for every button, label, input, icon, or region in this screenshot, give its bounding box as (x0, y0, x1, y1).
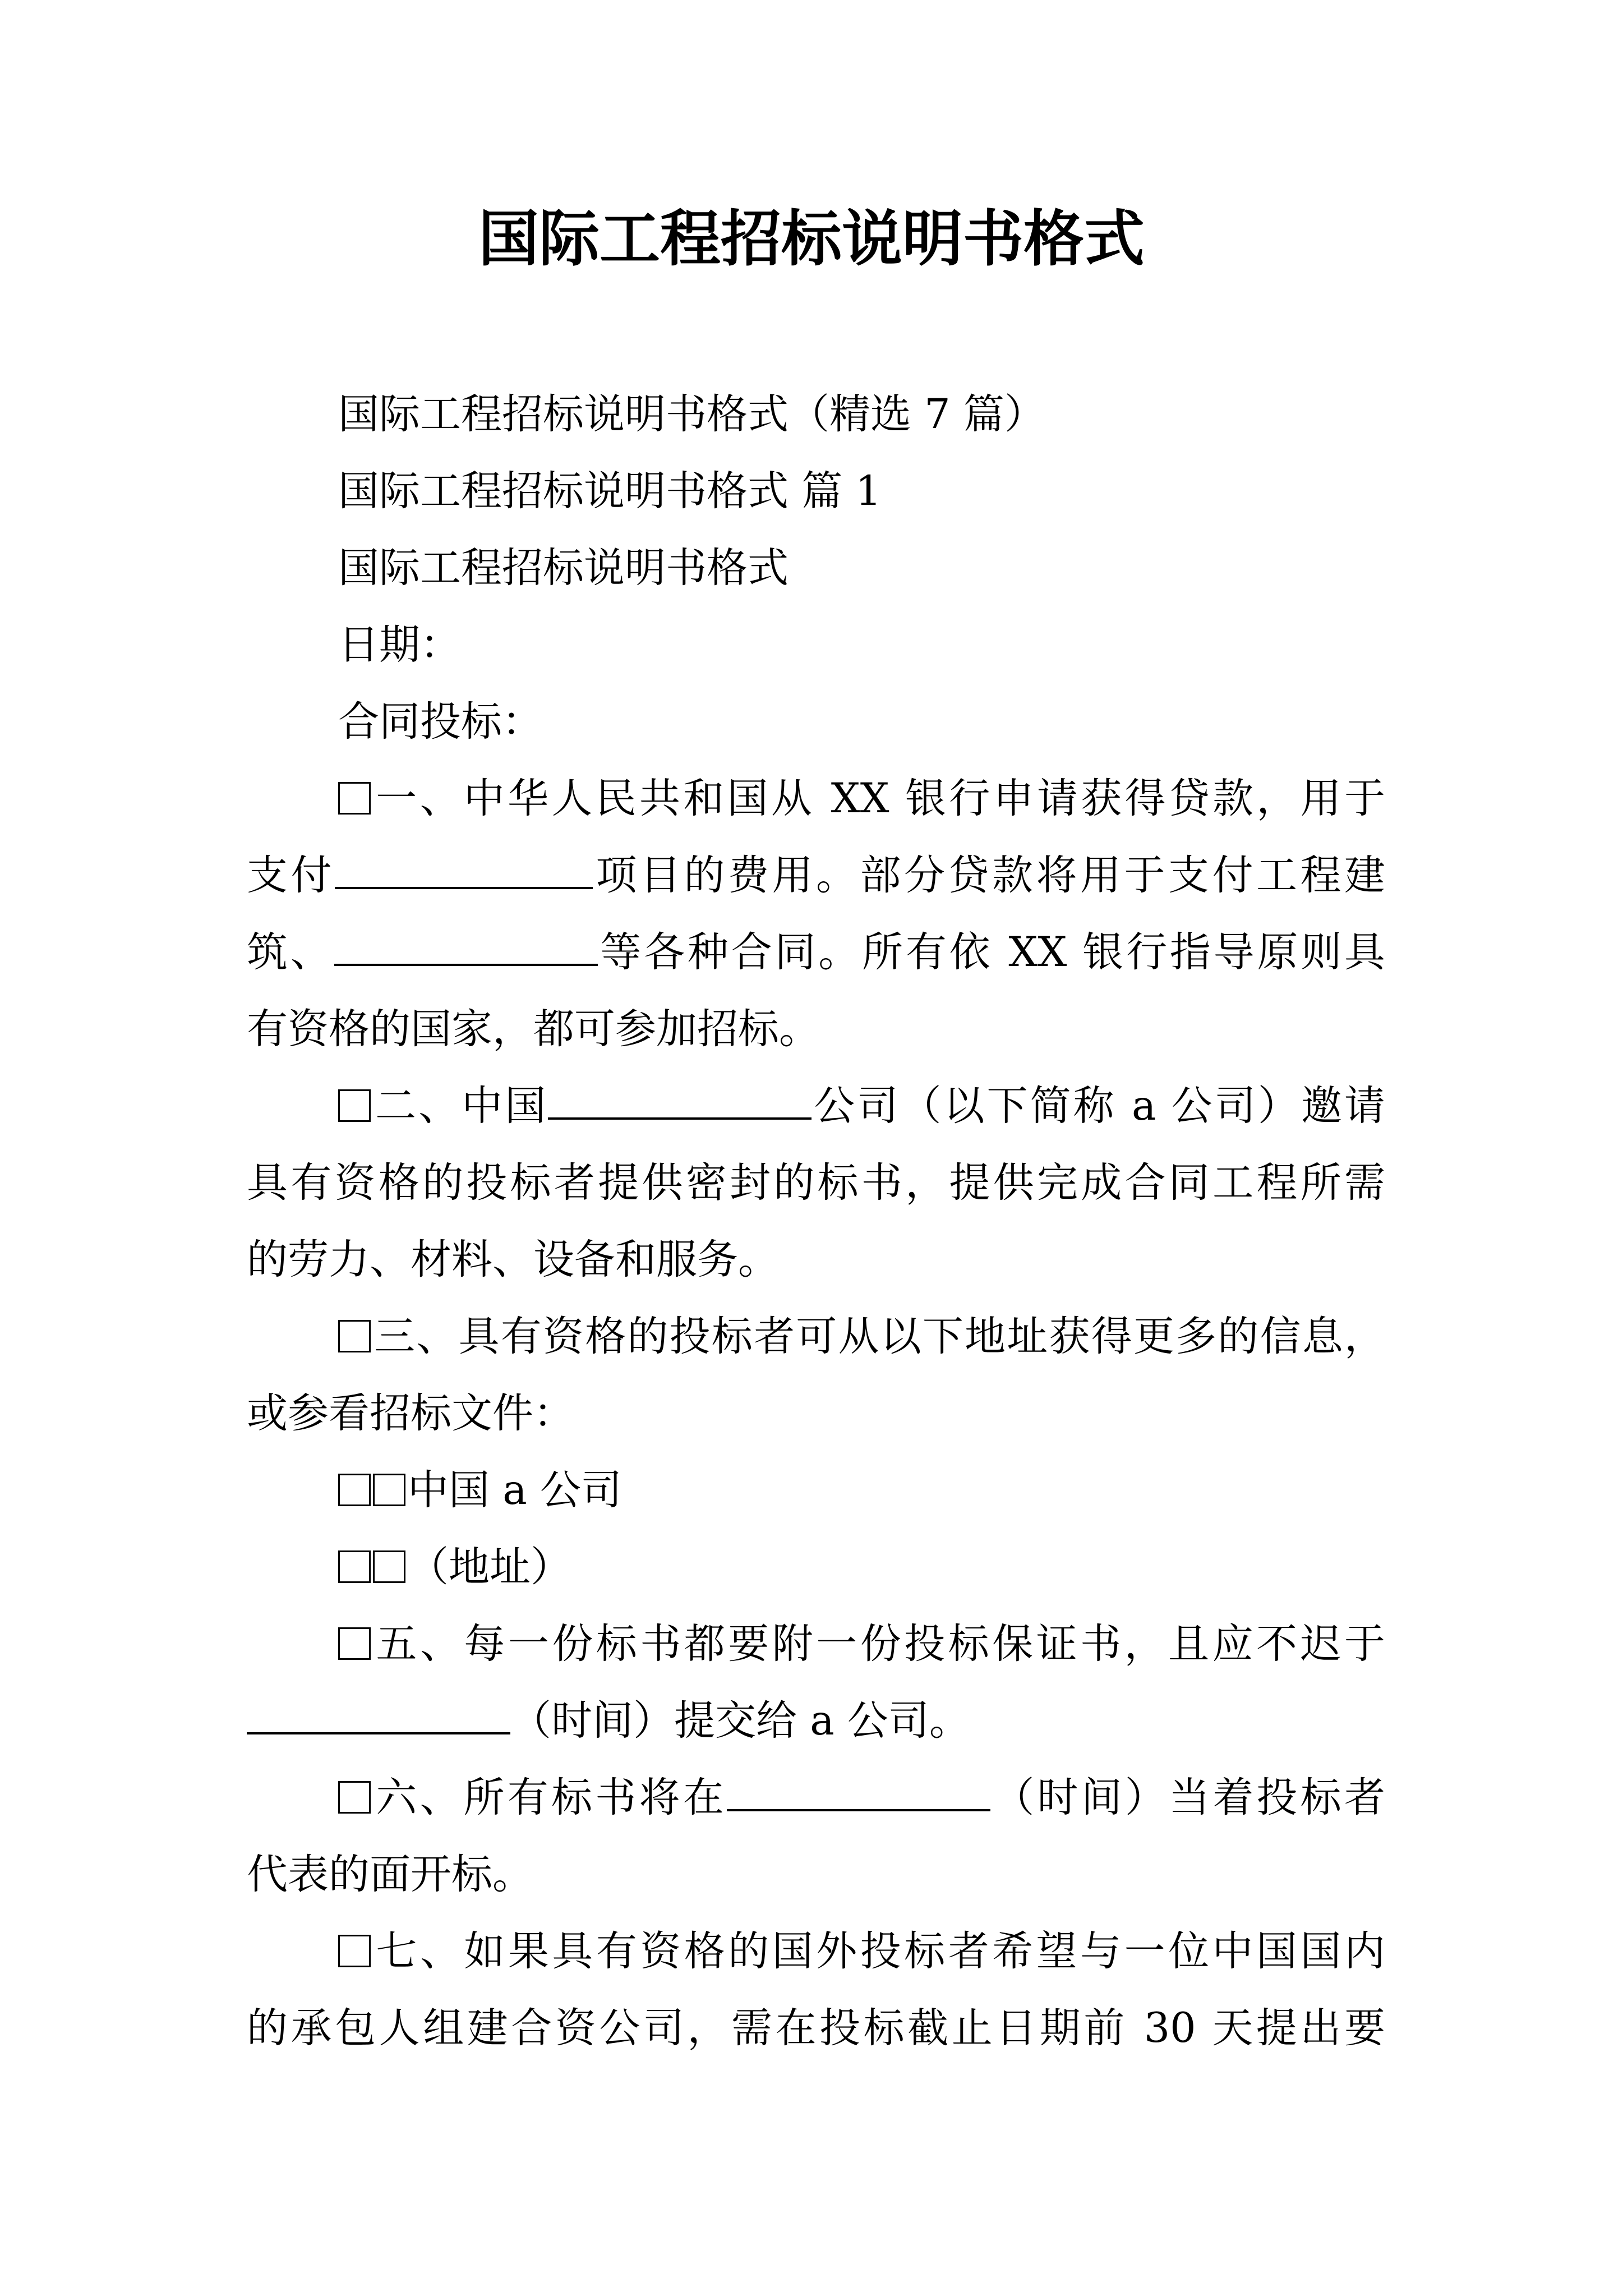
paragraph-line (247, 914, 1385, 991)
text: 有资格的国家，都可参加招标。 (247, 1005, 820, 1053)
text: 国际工程招标说明书格式 (338, 544, 789, 592)
paragraph-line (247, 1836, 1385, 1913)
text: 的承包人组建合资公司，需在投标截止日期前 30 天提出要 (247, 2004, 1385, 2052)
text: 二、中国 (373, 1082, 548, 1130)
checkbox-square-icon (373, 1550, 405, 1583)
text: 国际工程招标说明书格式（精选 7 篇） (338, 390, 1045, 438)
text: 中国 a 公司 (408, 1466, 622, 1514)
paragraph-line (247, 1144, 1385, 1221)
paragraph-line (247, 760, 1385, 837)
checkbox-square-icon (338, 1935, 371, 1967)
text: 五、每一份标书都要附一份投标保证书，且应不迟于 (373, 1620, 1385, 1668)
paragraph-line (247, 1759, 1385, 1836)
document-title: 国际工程招标说明书格式 (478, 204, 1145, 274)
checkbox-square-icon (338, 1550, 371, 1583)
document-body (247, 376, 1385, 2067)
fill-in-blank (334, 922, 598, 966)
paragraph-line (247, 991, 1385, 1068)
checkbox-square-icon (338, 1781, 371, 1814)
text: 筑、 (247, 928, 334, 976)
paragraph-line (247, 1298, 1385, 1375)
fill-in-blank (335, 845, 593, 889)
text: 等各种合同。所有依 XX 银行指导原则具 (597, 928, 1386, 976)
paragraph-line (247, 1682, 1385, 1759)
text: （时间）当着投标者 (990, 1774, 1385, 1821)
checkbox-square-icon (338, 1089, 371, 1122)
paragraph-line (247, 837, 1385, 914)
fill-in-blank (727, 1768, 990, 1811)
text: （时间）提交给 a 公司。 (510, 1697, 970, 1745)
text: 六、所有标书将在 (373, 1774, 727, 1821)
paragraph-line (247, 1605, 1385, 1682)
paragraph-line (247, 1221, 1385, 1298)
paragraph-line (247, 1068, 1385, 1144)
text: 代表的面开标。 (247, 1851, 533, 1898)
paragraph-line (247, 1990, 1385, 2067)
text: 三、具有资格的投标者可从以下地址获得更多的信息， (373, 1313, 1385, 1360)
checkbox-square-icon (338, 1474, 371, 1506)
paragraph-line (247, 453, 1385, 530)
text: 国际工程招标说明书格式 篇 1 (338, 467, 882, 515)
text: 或参看招标文件： (247, 1389, 574, 1437)
text: 项目的费用。部分贷款将用于支付工程建 (593, 852, 1385, 899)
fill-in-blank (247, 1691, 510, 1734)
checkbox-square-icon (373, 1474, 405, 1506)
paragraph-line (247, 683, 1385, 760)
paragraph-line (247, 530, 1385, 606)
text: 的劳力、材料、设备和服务。 (247, 1236, 779, 1283)
paragraph-line (247, 1452, 1385, 1529)
paragraph-line (247, 376, 1385, 453)
text: 合同投标： (338, 698, 543, 746)
paragraph-line (247, 606, 1385, 683)
checkbox-square-icon (338, 1320, 371, 1352)
checkbox-square-icon (338, 782, 371, 815)
text: 具有资格的投标者提供密封的标书，提供完成合同工程所需 (247, 1159, 1385, 1207)
text: （地址） (408, 1543, 571, 1591)
text: 支付 (247, 852, 335, 899)
paragraph-line (247, 1375, 1385, 1452)
paragraph-line (247, 1913, 1385, 1990)
paragraph-line (247, 1529, 1385, 1605)
fill-in-blank (548, 1076, 811, 1120)
text: 公司（以下简称 a 公司）邀请 (811, 1082, 1385, 1130)
text: 七、如果具有资格的国外投标者希望与一位中国国内 (373, 1927, 1385, 1975)
text: 日期： (338, 621, 461, 669)
text: 一、中华人民共和国从 XX 银行申请获得贷款，用于 (373, 775, 1385, 822)
checkbox-square-icon (338, 1627, 371, 1660)
